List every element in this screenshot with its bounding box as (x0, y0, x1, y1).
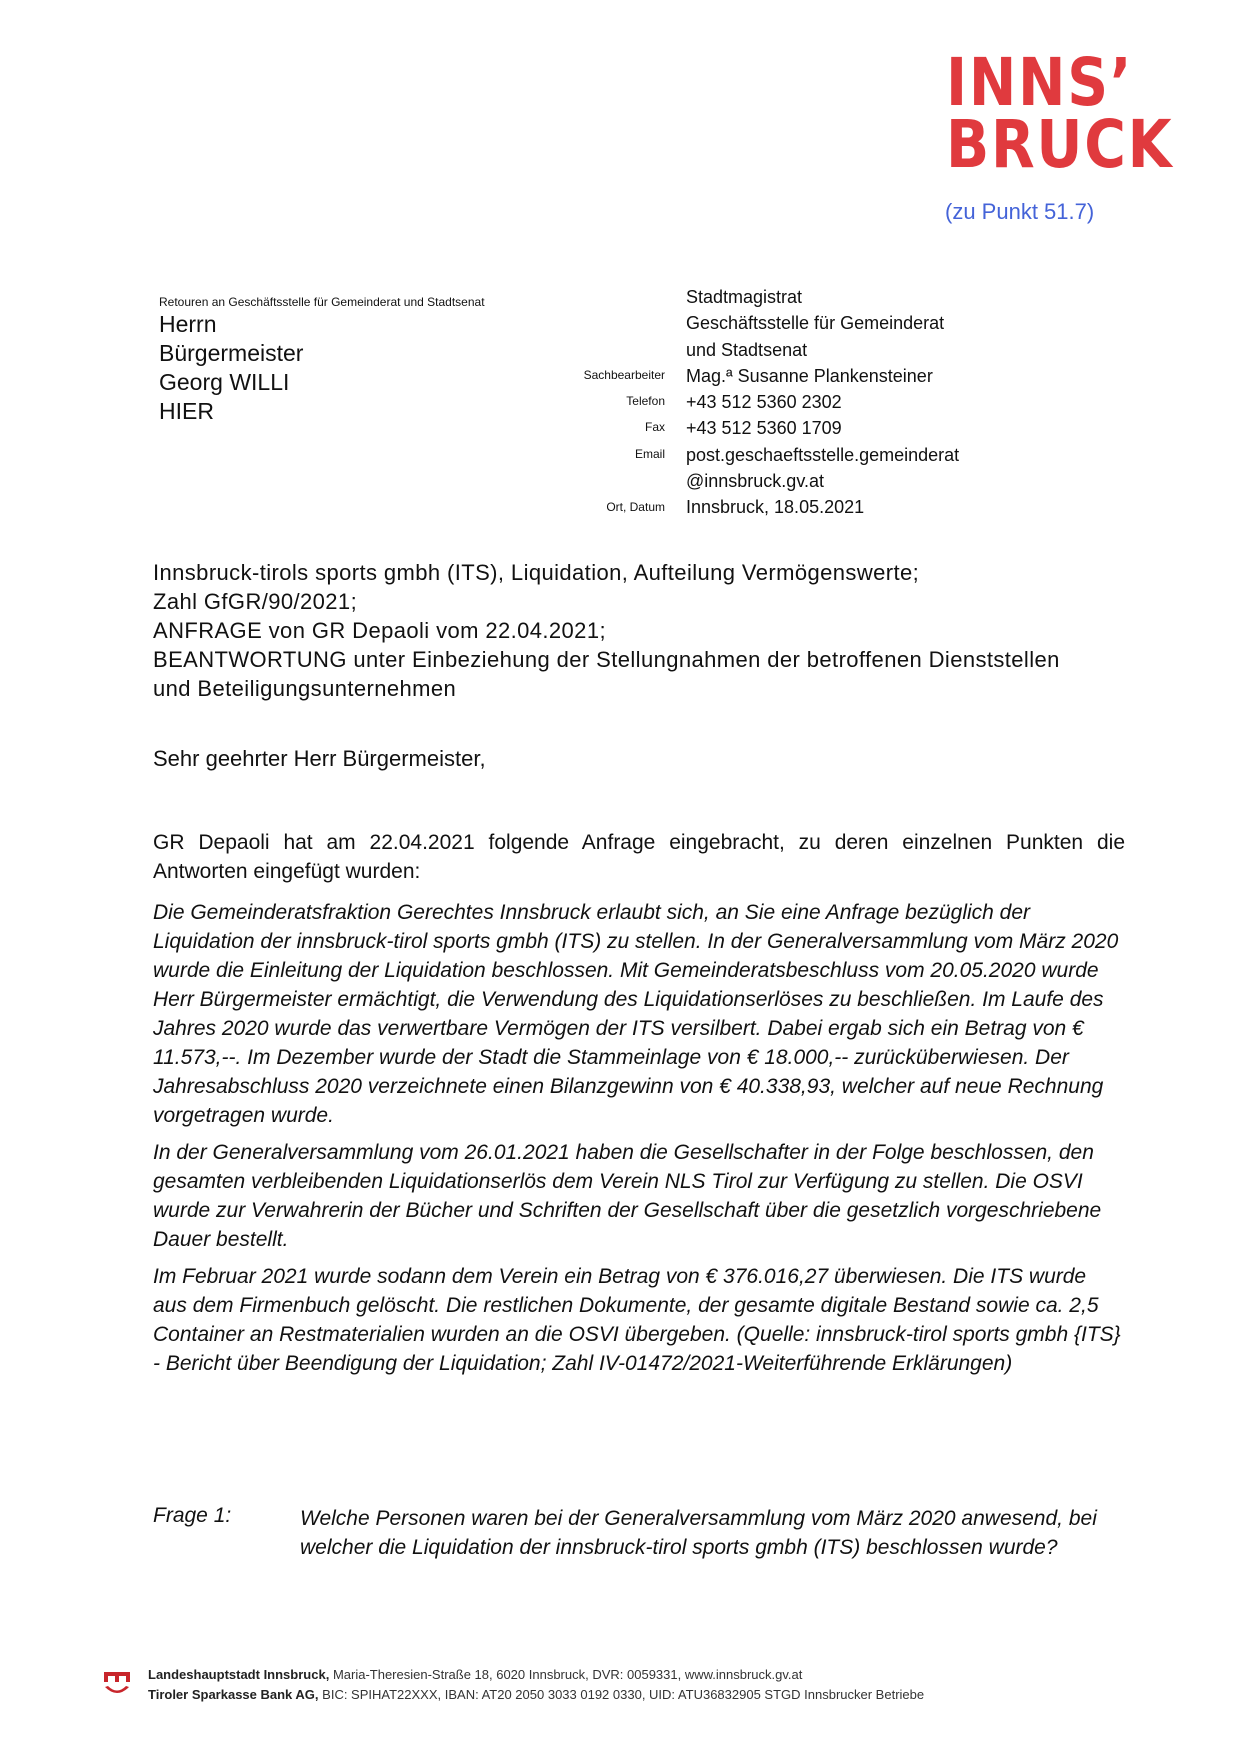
recipient-line: Bürgermeister (159, 340, 304, 366)
phone-number: +43 512 5360 2302 (686, 392, 842, 413)
logo-line-1: INNS’ (946, 44, 1134, 121)
clerk-name: Mag.ª Susanne Plankensteiner (686, 365, 933, 386)
footer-bank: Tiroler Sparkasse Bank AG, (148, 1687, 319, 1702)
sender-department: Geschäftsstelle für Gemeinderat (686, 313, 945, 334)
fax-label: Fax (644, 420, 665, 434)
subject-line: Zahl GfGR/90/2021; (153, 589, 358, 614)
place-date-label: Ort, Datum (606, 500, 665, 514)
subject-line: Innsbruck-tirols sports gmbh (ITS), Liquidation, Aufteilung Vermögenswerte; (153, 560, 920, 585)
quote-paragraph: Im Februar 2021 wurde sodann dem Verein ein Betrag von € 376.016,27 überwiesen. Die ITS wurde aus dem Firmenbuch gelöscht. Die restlichen Dokumente, der gesamte digitale Bestand sowie ca. 2,5 Container an Restmaterialien wurden an die OSVI übergeben. (Quelle: innsbruck-tirol sports gmbh {ITS} - Bericht über Beendigung der Liquidation; Zahl IV-01472/2021-Weiterführende Erklärungen) (153, 1265, 1121, 1375)
phone-label: Telefon (626, 394, 665, 408)
agenda-point-reference: (zu Punkt 51.7) (945, 199, 1095, 224)
fax-number: +43 512 5360 1709 (686, 418, 842, 439)
subject-line: und Beteiligungsunternehmen (153, 676, 457, 701)
inquiry-quote (153, 898, 1125, 1386)
recipient-address (159, 310, 303, 426)
intro-paragraph: GR Depaoli hat am 22.04.2021 folgende Anfrage eingebracht, zu deren einzelnen Punkten die Antworten eingefügt wurden: (153, 831, 1125, 883)
question-label: Frage 1: (153, 1504, 232, 1527)
subject-line: ANFRAGE von GR Depaoli vom 22.04.2021; (153, 618, 606, 643)
email-address: post.geschaeftsstelle.gemeinderat (686, 444, 960, 465)
footer-address: Maria-Theresien-Straße 18, 6020 Innsbruck, DVR: 0059331, www.innsbruck.gv.at (332, 1667, 803, 1682)
recipient-line: HIER (159, 398, 214, 424)
recipient-line: Georg WILLI (159, 369, 290, 395)
sender-block (686, 284, 959, 521)
question-text: Welche Personen waren bei der Generalversammlung vom März 2020 anwesend, bei welcher die Liquidation der innsbruck-tirol sports gmbh (ITS) beschlossen wurde? (300, 1507, 1097, 1559)
email-label: Email (634, 447, 665, 461)
quote-paragraph: Die Gemeinderatsfraktion Gerechtes Innsbruck erlaubt sich, an Sie eine Anfrage bezüglich der Liquidation der innsbruck-tirol sports gmbh (ITS) zu stellen. In der Generalversammlung vom März 2020 wurde die Einleitung der Liquidation beschlossen. Mit Gemeinderatsbeschluss vom 20.05.2020 wurde Herr Bürgermeister ermächtigt, die Verwendung des Liquidationserlöses zu beschließen. Im Laufe des Jahres 2020 wurde das verwertbare Vermögen der ITS versilbert. Dabei ergab sich ein Betrag von € 11.573,--. Im Dezember wurde der Stadt die Stammeinlage von € 18.000,-- zurücküberwiesen. Der Jahresabschluss 2020 verzeichnete einen Bilanzgewinn von € 40.338,93, welcher auf neue Rechnung vorgetragen wurde. (153, 901, 1119, 1127)
city-emblem-icon (102, 1669, 132, 1699)
sender-office: Stadtmagistrat (686, 287, 803, 307)
subject-block (153, 558, 1153, 703)
subject-line: BEANTWORTUNG unter Einbeziehung der Stellungnahmen der betroffenen Dienststellen (153, 647, 1060, 672)
logo-line-2: BRUCK (946, 106, 1174, 183)
returns-note: Retouren an Geschäftsstelle für Gemeinderat und Stadtsenat (159, 295, 485, 309)
sender-department: und Stadtsenat (686, 339, 808, 360)
place-date: Innsbruck, 18.05.2021 (686, 497, 865, 518)
footer-line-address (148, 1665, 924, 1685)
innsbruck-logo (946, 44, 1174, 183)
recipient-line: Herrn (159, 311, 217, 337)
clerk-label: Sachbearbeiter (583, 368, 665, 382)
quote-paragraph: In der Generalversammlung vom 26.01.2021 haben die Gesellschafter in der Folge beschlossen, den gesamten verbleibenden Liquidationserlös dem Verein NLS Tirol zur Verfügung zu stellen. Die OSVI wurde zur Verwahrerin der Bücher und Schriften der Gesellschaft über die gesetzlich vorgeschriebene Dauer bestellt. (153, 1141, 1102, 1251)
footer-bank-details: BIC: SPIHAT22XXX, IBAN: AT20 2050 3033 0192 0330, UID: ATU36832905 STGD Innsbrucker Betriebe (322, 1687, 925, 1702)
letter-footer (148, 1665, 924, 1705)
footer-line-bank (148, 1685, 924, 1705)
salutation: Sehr geehrter Herr Bürgermeister, (153, 746, 486, 771)
footer-org: Landeshauptstadt Innsbruck, (148, 1667, 330, 1682)
email-address: @innsbruck.gv.at (686, 471, 824, 492)
